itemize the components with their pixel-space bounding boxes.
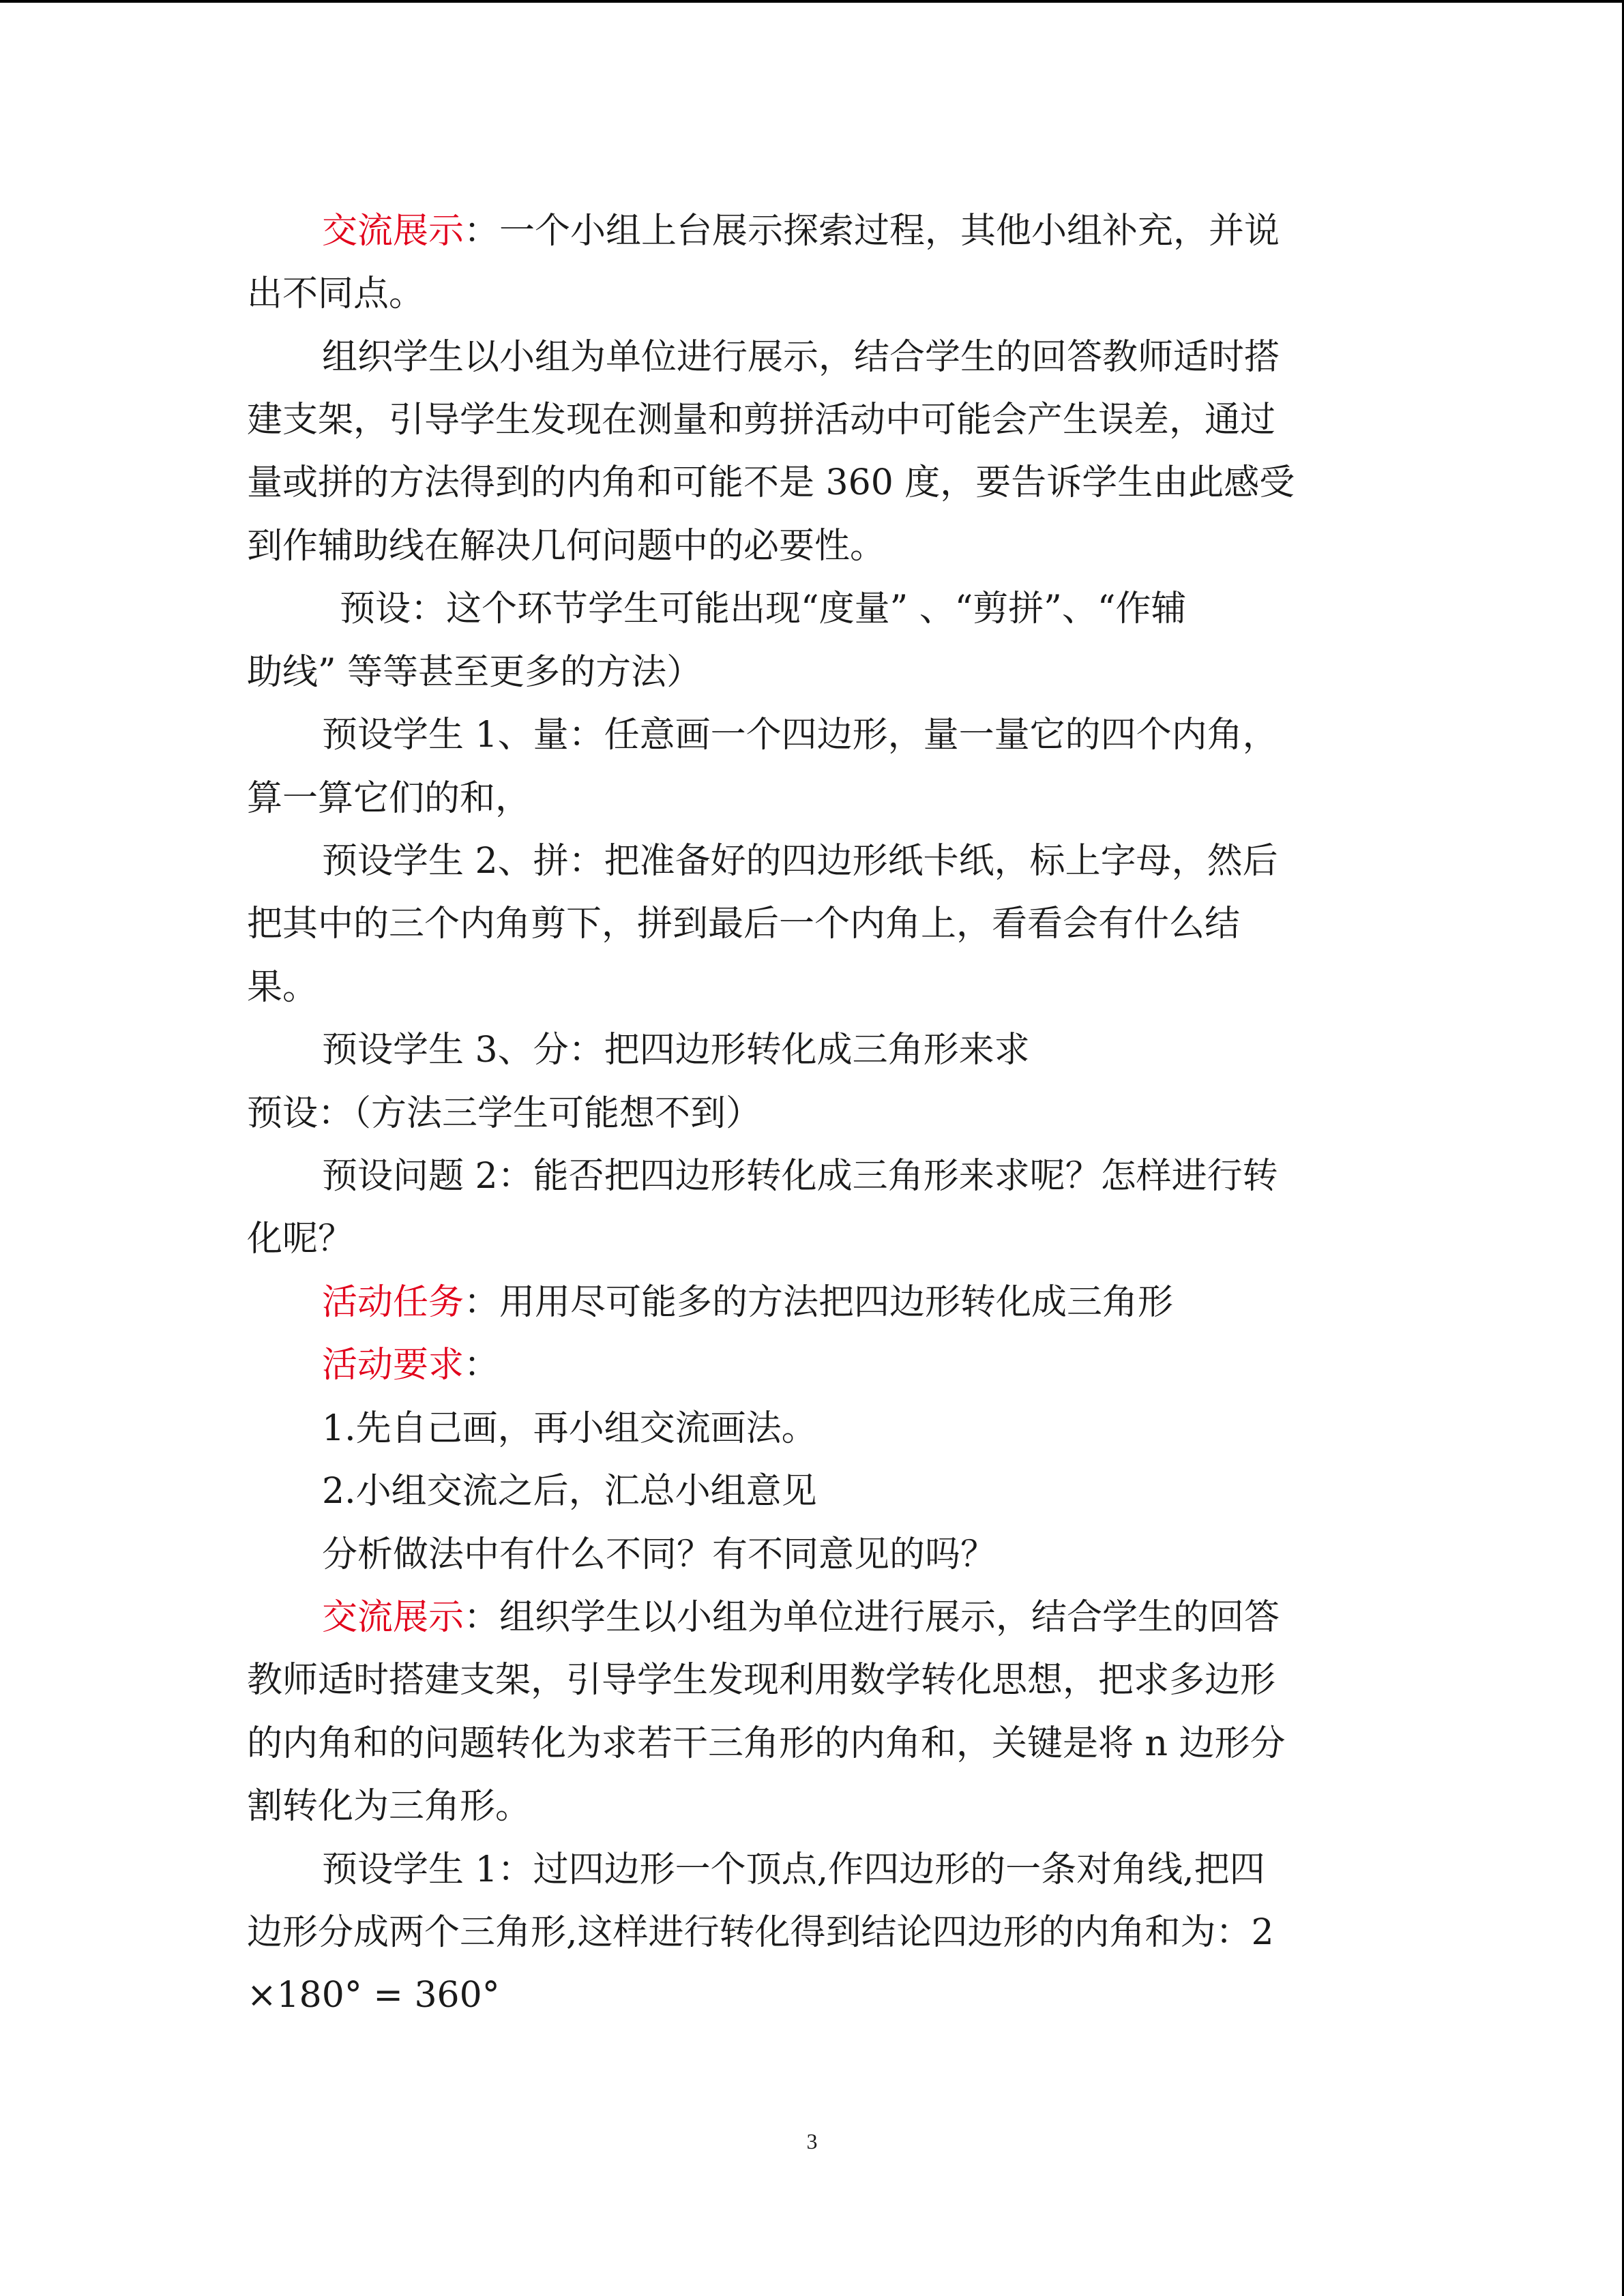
paragraph-2-line-2: 建支架，引导学生发现在测量和剪拼活动中可能会产生误差，通过 [247,400,1276,441]
paragraph-4-line-2: 算一算它们的和， [247,778,531,819]
paragraph-2-line-1: 组织学生以小组为单位进行展示，结合学生的回答教师适时搭 [322,337,1280,378]
paragraph-2-line-4: 到作辅助线在解决几何问题中的必要性。 [247,526,886,567]
paragraph-14-line-2: 教师适时搭建支架，引导学生发现利用数学转化思想，把求多边形 [247,1660,1276,1701]
activity-requirement-line: 活动要求： [322,1345,500,1386]
paragraph-15-line-3: ×180° = 360° [247,1975,500,2016]
paragraph-15-line-2: 边形分成两个三角形,这样进行转化得到结论四边形的内角和为：2 [247,1912,1274,1953]
page-number: 3 [806,2129,818,2153]
page-top-border [0,0,1624,3]
analysis-question-line: 分析做法中有什么不同？有不同意见的吗？ [322,1534,996,1575]
paragraph-2-line-3: 量或拼的方法得到的内角和可能不是 360 度，要告诉学生由此感受 [247,462,1295,503]
paragraph-5-line-3: 果。 [247,967,319,1008]
paragraph-3-line-2: 助线” 等等甚至更多的方法） [247,652,703,693]
activity-task-line: 活动任务：用用尽可能多的方法把四边形转化成三角形 [322,1282,1174,1323]
requirement-item-1: 1.先自己画，再小组交流画法。 [322,1408,817,1449]
exchange-display-label-2: 交流展示 [322,1597,464,1638]
paragraph-5-line-1: 预设学生 2、拼：把准备好的四边形纸卡纸，标上字母，然后 [322,841,1278,882]
paragraph-5-line-2: 把其中的三个内角剪下，拼到最后一个内角上，看看会有什么结 [247,904,1241,944]
paragraph-14-line-3: 的内角和的问题转化为求若干三角形的内角和，关键是将 n 边形分 [247,1723,1286,1764]
paragraph-6-line-1: 预设学生 3、分：把四边形转化成三角形来求 [322,1030,1030,1071]
paragraph-15-line-1: 预设学生 1：过四边形一个顶点,作四边形的一条对角线,把四 [322,1849,1265,1890]
paragraph-14-line-1: 交流展示：组织学生以小组为单位进行展示，结合学生的回答 [322,1597,1280,1638]
exchange-display-label: 交流展示 [322,211,464,252]
paragraph-4-line-1: 预设学生 1、量：任意画一个四边形，量一量它的四个内角， [322,715,1278,756]
paragraph-14-line-4: 割转化为三角形。 [247,1786,531,1827]
activity-requirement-label: 活动要求 [322,1345,464,1386]
paragraph-7-line-1: 预设：（方法三学生可能想不到） [247,1093,762,1134]
activity-task-label: 活动任务 [322,1282,464,1323]
paragraph-1-line-1: 交流展示：一个小组上台展示探索过程，其他小组补充，并说 [322,211,1280,252]
paragraph-8-line-1: 预设问题 2：能否把四边形转化成三角形来求呢？怎样进行转 [322,1156,1278,1197]
paragraph-3-line-1: 预设：这个环节学生可能出现“度量” 、“剪拼”、“作辅 [340,588,1187,629]
paragraph-8-line-2: 化呢？ [247,1219,354,1259]
paragraph-1-line-2: 出不同点。 [247,273,425,314]
requirement-item-2: 2.小组交流之后，汇总小组意见 [322,1471,817,1512]
